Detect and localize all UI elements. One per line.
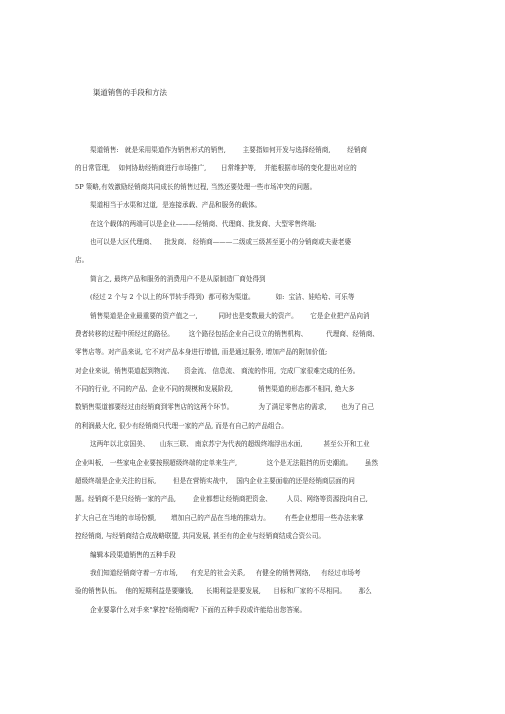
paragraph-line: 扩大自己在当地的市场份额, 增加自己的产品在当地的推动力。 有些企业想用一些办法来掌	[75, 513, 364, 522]
document-title: 渠道销售的手段和方法	[93, 88, 167, 97]
paragraph-line: 对企业来说, 销售渠道起到物流、 资金流、 信息流、 商流的作用, 完成厂家很难完成的任务。	[75, 366, 360, 375]
paragraph-line: 的日常管理, 如何协助经销商进行市场推广, 日常维护等, 并能根据市场的变化提出对应的	[75, 164, 357, 173]
paragraph-line: 控经销商, 与经销商结合成战略联盟, 共同发展, 甚至有的企业与经销商结成合资公司。	[75, 532, 325, 541]
paragraph-line: 简言之, 最终产品和服务的消费用户不是从原制造厂商处得到	[90, 274, 266, 283]
paragraph-line: 数销售渠道都要经过由经销商到零售店的这两个环节。 为了满足零售店的需求, 也为了自己	[75, 403, 375, 412]
paragraph-line: 5P 策略,有效激励经销商共同成长的销售过程, 当然还要处理一些市场冲突的问题。	[75, 182, 317, 191]
paragraph-line: 这两年以北京国美、 山东三联、 南京苏宁为代表的超级终端浮出水面, 甚至公开和工业	[90, 440, 370, 449]
paragraph-line: 零售店等。对产品来说, 它不对产品本身进行增值, 而是通过服务, 增加产品的附加价值;	[75, 348, 328, 357]
paragraph-line: 店。	[75, 256, 89, 265]
paragraph-line: 渠道销售: 就是采用渠道作为销售形式的销售, 主要指如何开发与选择经销商, 经销商	[90, 146, 368, 154]
paragraph-line: 不同的行业, 不同的产品、企业不同的规模和发展阶段, 销售渠道的形态都不相同, 绝大多	[75, 385, 355, 394]
paragraph-line: 费者转移的过程中所经过的路径。 这个路径包括企业自己设立的销售机构、 代理商、经销商、	[75, 329, 379, 338]
paragraph-line: 渠道相当于水渠和过道, 是连接承载、产品和服务的载体。	[90, 201, 262, 210]
paragraph-line: (经过 2 个与 2 个以上的环节转手得到) 都可称为渠道。 如: 宝洁、娃哈哈、可乐等	[90, 293, 355, 302]
paragraph-line: 超级终端是企业关注的目标, 但是在营销实战中, 国内企业主要面临的还是经销商层面的问	[75, 477, 355, 486]
paragraph-line: 也可以是大区代理商、 批发商、 经销商———二级或三级甚至更小的分销商或夫妻老婆	[90, 237, 352, 246]
paragraph-line: 销售渠道是企业最重要的资产值之一, 同时也是变数最大的资产。 它是企业把产品向消	[90, 311, 370, 320]
paragraph-line: 的利润最大化, 很少有经销商只代理一家的产品, 而是有自己的产品组合。	[75, 421, 288, 430]
paragraph-line: 验的销售队伍。 他的短期利益是要赚钱, 长期利益是要发展, 目标和厂家的不尽相同。 那么	[75, 587, 372, 596]
paragraph-line: 我们知道经销商守着一方市场, 有充足的社会关系, 有健全的销售网络, 有经过市场考	[90, 568, 361, 577]
paragraph-line: 企业要靠什么对手来"掌控"经销商呢? 下面的五种手段或许能给出您答案。	[90, 605, 307, 614]
section-heading: 编辑本段渠道销售的五种手段	[90, 550, 176, 559]
paragraph-line: 企业叫板, 一些家电企业要按照超级终端的定单来生产, 这个是无法阻挡的历史潮流。 虽然	[75, 458, 378, 467]
paragraph-line: 在这个载体的两端可以是企业———经销商、代理商、批发商、大型零售终端;	[90, 219, 317, 228]
paragraph-line: 题。经销商不是只经销一家的产品, 企业都想让经销商把资金、 人员、网络等资源投向自己,	[75, 495, 368, 504]
document-body	[75, 141, 435, 619]
